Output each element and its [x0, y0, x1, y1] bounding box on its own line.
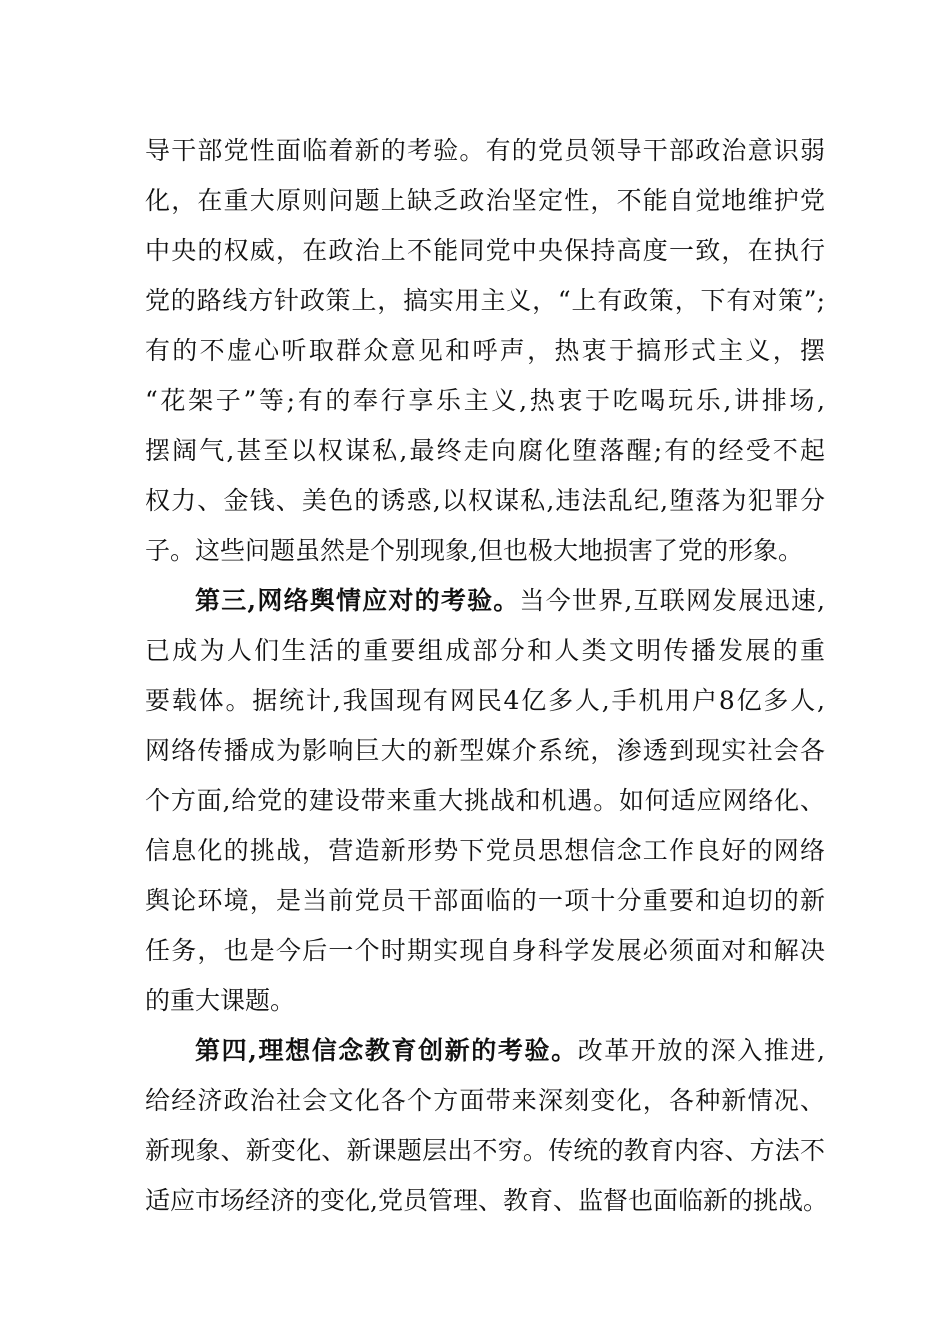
text-line: 摆阔气,甚至以权谋私,最终走向腐化堕落醒;有的经受不起 [145, 436, 825, 465]
text-line: 信息化的挑战，营造新形势下党员思想信念工作良好的网络 [145, 836, 825, 865]
text-line: 网络传播成为影响巨大的新型媒介系统，渗透到现实社会各 [145, 736, 825, 765]
text-line: 的重大课题。 [145, 986, 296, 1015]
text-run: 当今世界,互联网发展迅速, [519, 586, 825, 615]
text-line: 权力、金钱、美色的诱惑,以权谋私,违法乱纪,堕落为犯罪分 [145, 486, 825, 515]
text-line: 舆论环境，是当前党员干部面临的一项十分重要和迫切的新 [145, 886, 825, 915]
text-run: 改革开放的深入推进, [577, 1036, 825, 1065]
text-line: 有的不虚心听取群众意见和呼声，热衷于搞形式主义，摆 [145, 336, 825, 365]
text-line: “花架子”等;有的奉行享乐主义,热衷于吃喝玩乐,讲排场, [145, 386, 825, 415]
text-line: 中央的权威，在政治上不能同党中央保持高度一致，在执行 [145, 236, 825, 265]
paragraph-internet-opinion [145, 576, 825, 1026]
text-line: 导干部党性面临着新的考验。有的党员领导干部政治意识弱 [145, 136, 825, 165]
document-body [145, 126, 828, 1226]
text-line: 已成为人们生活的重要组成部分和人类文明传播发展的重 [145, 636, 825, 665]
text-line [145, 1026, 825, 1076]
text-line: 个方面,给党的建设带来重大挑战和机遇。如何适应网络化、 [145, 786, 825, 815]
text-line: 子。这些问题虽然是个别现象,但也极大地损害了党的形象。 [145, 536, 803, 565]
text-line: 适应市场经济的变化,党员管理、教育、监督也面临新的挑战。 [145, 1186, 828, 1215]
text-line [145, 576, 825, 626]
text-line: 化，在重大原则问题上缺乏政治坚定性，不能自觉地维护党 [145, 186, 825, 215]
section-heading: 第三,网络舆情应对的考验。 [195, 586, 520, 615]
paragraph-party-spirit [145, 126, 825, 576]
section-heading: 第四,理想信念教育创新的考验。 [195, 1036, 578, 1065]
text-line: 要载体。据统计,我国现有网民4亿多人,手机用户8亿多人, [145, 686, 825, 715]
text-line: 新现象、新变化、新课题层出不穷。传统的教育内容、方法不 [145, 1136, 825, 1165]
paragraph-ideals-education [145, 1026, 828, 1226]
text-line: 任务，也是今后一个时期实现自身科学发展必须面对和解决 [145, 936, 825, 965]
text-line: 党的路线方针政策上，搞实用主义，“上有政策，下有对策”; [145, 286, 825, 315]
text-line: 给经济政治社会文化各个方面带来深刻变化，各种新情况、 [145, 1086, 825, 1115]
